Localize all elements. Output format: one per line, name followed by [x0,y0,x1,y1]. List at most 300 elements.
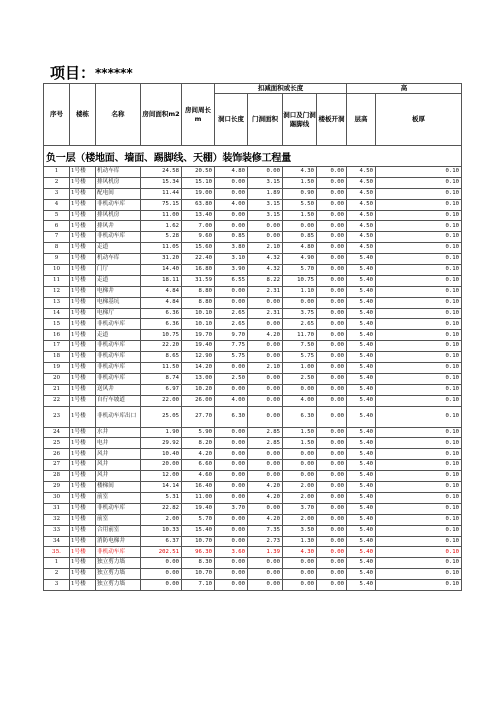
cell-seq: 30 [44,492,70,503]
cell-room-perimeter: 7.00 [182,221,215,232]
cell-floor-height: 5.40 [347,286,376,297]
cell-opening-door-skirting: 0.00 [283,384,317,395]
cell-slab-thickness: 0.10 [376,471,462,482]
cell-room-area: 1.62 [141,221,182,232]
cell-building: 1号楼 [70,363,96,374]
cell-door-area: 2.10 [248,363,283,374]
cell-building: 1号楼 [70,503,96,514]
cell-name: 楼梯间 [96,482,141,493]
cell-name: 非机动车库 [96,319,141,330]
cell-slab-thickness: 0.10 [376,177,462,188]
cell-seq: 20 [44,373,70,384]
cell-opening-length: 0.00 [215,177,248,188]
header-opening-door-skirting: 洞口及门洞踢脚线 [283,94,317,146]
cell-slab-thickness: 0.10 [376,449,462,460]
cell-door-area: 0.00 [248,373,283,384]
cell-opening-length: 0.00 [215,525,248,536]
cell-building: 1号楼 [70,460,96,471]
cell-opening-length: 6.55 [215,275,248,286]
cell-slab-thickness: 0.10 [376,232,462,243]
cell-opening-length: 2.65 [215,319,248,330]
cell-name: 走道 [96,330,141,341]
cell-building: 1号楼 [70,536,96,547]
cell-floor-height: 5.40 [347,319,376,330]
cell-name: 水井 [96,427,141,438]
cell-opening-door-skirting: 4.80 [283,243,317,254]
cell-seq: 6 [44,221,70,232]
cell-floor-height: 4.50 [347,221,376,232]
cell-name: 电梯井 [96,286,141,297]
cell-opening-door-skirting: 0.00 [283,221,317,232]
cell-slab-thickness: 0.10 [376,406,462,427]
section-title: 负一层（楼地面、墙面、踢脚线、天棚）装饰装修工程量 [44,146,462,167]
cell-building: 1号楼 [70,286,96,297]
table-row [44,558,462,569]
cell-door-area: 0.00 [248,341,283,352]
cell-floor-height: 5.40 [347,427,376,438]
cell-door-area: 1.89 [248,188,283,199]
cell-opening-length: 0.00 [215,558,248,569]
cell-floor-opening: 0.00 [317,341,347,352]
cell-floor-opening: 0.00 [317,286,347,297]
cell-floor-height: 5.40 [347,482,376,493]
cell-opening-length: 3.70 [215,503,248,514]
cell-door-area: 0.00 [248,221,283,232]
table-row [44,167,462,178]
cell-room-area: 0.00 [141,580,182,591]
cell-building: 1号楼 [70,265,96,276]
cell-floor-opening: 0.00 [317,580,347,591]
cell-seq: 2 [44,569,70,580]
cell-room-area: 15.34 [141,177,182,188]
cell-slab-thickness: 0.10 [376,363,462,374]
cell-room-area: 31.20 [141,254,182,265]
cell-opening-door-skirting: 2.50 [283,373,317,384]
cell-name: 非机动车库 [96,547,141,558]
cell-seq: 32 [44,514,70,525]
cell-floor-height: 5.40 [347,438,376,449]
cell-room-area: 10.33 [141,525,182,536]
header-group-deduct: 扣减面积或长度 [215,84,347,94]
cell-floor-opening: 0.00 [317,177,347,188]
cell-opening-length: 4.00 [215,199,248,210]
cell-slab-thickness: 0.10 [376,427,462,438]
cell-room-perimeter: 12.90 [182,352,215,363]
cell-name: 走道 [96,275,141,286]
cell-seq: 1 [44,167,70,178]
header-name: 名称 [96,84,141,146]
cell-floor-height: 5.40 [347,275,376,286]
table-row [44,330,462,341]
cell-door-area: 0.00 [248,569,283,580]
cell-room-area: 5.28 [141,232,182,243]
cell-slab-thickness: 0.10 [376,525,462,536]
cell-building: 1号楼 [70,308,96,319]
cell-floor-height: 5.40 [347,297,376,308]
cell-door-area: 0.00 [248,503,283,514]
header-door-area: 门洞面积 [248,94,283,146]
cell-name: 非机动车库 [96,199,141,210]
header-room-area: 房间面积m2 [141,84,182,146]
cell-name: 非机动车库 [96,341,141,352]
cell-name: 风井 [96,471,141,482]
cell-room-area: 11.50 [141,363,182,374]
cell-room-area: 2.00 [141,514,182,525]
cell-name: 前室 [96,492,141,503]
cell-floor-opening: 0.00 [317,471,347,482]
cell-slab-thickness: 0.10 [376,482,462,493]
cell-seq: 24 [44,427,70,438]
cell-opening-door-skirting: 4.00 [283,395,317,406]
cell-room-perimeter: 16.80 [182,265,215,276]
cell-floor-height: 5.40 [347,265,376,276]
cell-building: 1号楼 [70,275,96,286]
cell-opening-length: 0.85 [215,232,248,243]
cell-floor-opening: 0.00 [317,569,347,580]
cell-floor-opening: 0.00 [317,427,347,438]
cell-opening-door-skirting: 1.30 [283,536,317,547]
cell-room-area: 10.75 [141,330,182,341]
cell-building: 1号楼 [70,167,96,178]
cell-slab-thickness: 0.10 [376,254,462,265]
cell-floor-opening: 0.00 [317,319,347,330]
cell-floor-height: 5.40 [347,352,376,363]
table-row [44,177,462,188]
cell-opening-door-skirting: 0.00 [283,580,317,591]
table-row [44,297,462,308]
cell-opening-length: 0.00 [215,471,248,482]
cell-door-area: 7.35 [248,525,283,536]
cell-door-area: 3.15 [248,199,283,210]
table-row [44,427,462,438]
table-row [44,319,462,330]
cell-floor-height: 5.40 [347,547,376,558]
cell-name: 机动车库 [96,254,141,265]
cell-floor-height: 4.50 [347,188,376,199]
cell-seq: 28 [44,471,70,482]
cell-opening-door-skirting: 2.65 [283,319,317,330]
cell-room-perimeter: 10.70 [182,536,215,547]
cell-building: 1号楼 [70,330,96,341]
cell-opening-length: 0.00 [215,363,248,374]
table-row [44,395,462,406]
cell-seq: 2 [44,177,70,188]
cell-opening-door-skirting: 1.50 [283,438,317,449]
cell-building: 1号楼 [70,384,96,395]
cell-seq: 4 [44,199,70,210]
cell-seq: 34 [44,536,70,547]
cell-slab-thickness: 0.10 [376,569,462,580]
cell-seq: 8 [44,243,70,254]
cell-slab-thickness: 0.10 [376,547,462,558]
cell-opening-length: 0.00 [215,580,248,591]
cell-room-area: 11.05 [141,243,182,254]
cell-building: 1号楼 [70,558,96,569]
cell-seq: 15 [44,319,70,330]
cell-opening-length: 4.80 [215,167,248,178]
cell-opening-length: 0.00 [215,384,248,395]
cell-opening-door-skirting: 2.00 [283,514,317,525]
cell-opening-length: 4.00 [215,395,248,406]
cell-room-perimeter: 9.60 [182,232,215,243]
cell-room-area: 22.82 [141,503,182,514]
cell-slab-thickness: 0.10 [376,265,462,276]
cell-opening-door-skirting: 1.10 [283,286,317,297]
cell-seq: 12 [44,286,70,297]
cell-room-perimeter: 15.60 [182,243,215,254]
cell-room-perimeter: 20.50 [182,167,215,178]
cell-door-area: 3.15 [248,177,283,188]
cell-room-area: 5.31 [141,492,182,503]
cell-floor-height: 4.50 [347,210,376,221]
cell-room-area: 6.37 [141,536,182,547]
header-seq: 序号 [44,84,70,146]
cell-opening-door-skirting: 10.75 [283,275,317,286]
cell-door-area: 2.73 [248,536,283,547]
cell-room-area: 4.84 [141,286,182,297]
cell-slab-thickness: 0.10 [376,199,462,210]
cell-floor-height: 5.40 [347,580,376,591]
table-row [44,232,462,243]
cell-building: 1号楼 [70,449,96,460]
cell-floor-opening: 0.00 [317,525,347,536]
header-opening-length: 洞口长度 [215,94,248,146]
cell-floor-opening: 0.00 [317,232,347,243]
table-row [44,460,462,471]
cell-room-perimeter: 4.20 [182,449,215,460]
cell-floor-opening: 0.00 [317,243,347,254]
cell-door-area: 0.00 [248,297,283,308]
cell-slab-thickness: 0.10 [376,167,462,178]
cell-opening-door-skirting: 3.50 [283,525,317,536]
cell-slab-thickness: 0.10 [376,243,462,254]
cell-door-area: 2.10 [248,243,283,254]
header-slab-thickness: 板厚 [376,94,462,146]
cell-building: 1号楼 [70,199,96,210]
quantity-table [43,83,462,591]
cell-opening-length: 0.00 [215,492,248,503]
cell-name: 送风井 [96,384,141,395]
cell-floor-height: 5.40 [347,514,376,525]
cell-slab-thickness: 0.10 [376,514,462,525]
cell-floor-height: 5.40 [347,471,376,482]
cell-building: 1号楼 [70,471,96,482]
cell-room-area: 24.58 [141,167,182,178]
cell-room-perimeter: 26.00 [182,395,215,406]
cell-building: 1号楼 [70,188,96,199]
cell-opening-door-skirting: 0.85 [283,232,317,243]
cell-seq: 21 [44,384,70,395]
table-row [44,254,462,265]
cell-name: 非机动车库 [96,232,141,243]
cell-opening-length: 3.90 [215,265,248,276]
cell-slab-thickness: 0.10 [376,308,462,319]
cell-opening-length: 0.00 [215,449,248,460]
cell-opening-door-skirting: 0.00 [283,558,317,569]
cell-slab-thickness: 0.10 [376,492,462,503]
cell-room-area: 25.05 [141,406,182,427]
cell-room-perimeter: 14.20 [182,363,215,374]
cell-room-perimeter: 10.10 [182,308,215,319]
cell-opening-door-skirting: 5.70 [283,265,317,276]
cell-building: 1号楼 [70,514,96,525]
cell-room-area: 8.65 [141,352,182,363]
cell-floor-opening: 0.00 [317,265,347,276]
cell-opening-door-skirting: 5.75 [283,352,317,363]
cell-floor-height: 5.40 [347,558,376,569]
cell-floor-height: 5.40 [347,569,376,580]
cell-slab-thickness: 0.10 [376,536,462,547]
cell-floor-height: 5.40 [347,503,376,514]
cell-floor-opening: 0.00 [317,406,347,427]
cell-floor-opening: 0.00 [317,221,347,232]
cell-floor-height: 4.50 [347,167,376,178]
cell-room-perimeter: 13.40 [182,210,215,221]
cell-name: 独立剪力墙 [96,558,141,569]
cell-name: 非机动车库 [96,363,141,374]
cell-name: 走道 [96,243,141,254]
cell-door-area: 3.15 [248,210,283,221]
cell-opening-length: 0.00 [215,536,248,547]
cell-opening-length: 9.70 [215,330,248,341]
cell-opening-door-skirting: 2.00 [283,482,317,493]
cell-room-area: 12.00 [141,471,182,482]
cell-opening-door-skirting: 7.50 [283,341,317,352]
cell-room-area: 6.36 [141,308,182,319]
cell-building: 1号楼 [70,297,96,308]
table-row [44,514,462,525]
cell-room-perimeter: 11.00 [182,492,215,503]
header-building: 楼栋 [70,84,96,146]
cell-opening-length: 0.00 [215,286,248,297]
cell-room-area: 0.00 [141,558,182,569]
cell-seq: 9 [44,254,70,265]
cell-name: 独立剪力墙 [96,580,141,591]
cell-floor-height: 4.50 [347,243,376,254]
cell-seq: 16 [44,330,70,341]
cell-opening-length: 0.00 [215,427,248,438]
cell-floor-opening: 0.00 [317,449,347,460]
table-row [44,352,462,363]
cell-building: 1号楼 [70,373,96,384]
cell-room-perimeter: 27.70 [182,406,215,427]
cell-building: 1号楼 [70,525,96,536]
cell-floor-opening: 0.00 [317,330,347,341]
cell-opening-door-skirting: 0.00 [283,297,317,308]
cell-room-perimeter: 15.40 [182,525,215,536]
cell-name: 排风井 [96,221,141,232]
cell-door-area: 0.00 [248,580,283,591]
table-row [44,286,462,297]
cell-opening-length: 3.60 [215,547,248,558]
table-row [44,569,462,580]
cell-door-area: 4.20 [248,514,283,525]
table-row [44,243,462,254]
cell-door-area: 4.20 [248,482,283,493]
cell-opening-door-skirting: 5.50 [283,199,317,210]
cell-name: 风井 [96,449,141,460]
cell-building: 1号楼 [70,177,96,188]
cell-room-area: 202.51 [141,547,182,558]
cell-opening-length: 2.50 [215,373,248,384]
cell-room-area: 6.36 [141,319,182,330]
cell-name: 非机动车库出口 [96,406,141,427]
cell-door-area: 0.00 [248,352,283,363]
cell-floor-height: 5.40 [347,254,376,265]
table-row [44,536,462,547]
cell-building: 1号楼 [70,482,96,493]
cell-floor-opening: 0.00 [317,167,347,178]
cell-room-perimeter: 10.70 [182,569,215,580]
cell-door-area: 2.85 [248,438,283,449]
cell-opening-length: 0.00 [215,460,248,471]
table-body [44,167,462,591]
table-row [44,199,462,210]
table-row [44,221,462,232]
cell-door-area: 4.32 [248,265,283,276]
cell-floor-opening: 0.00 [317,384,347,395]
cell-seq: 29 [44,482,70,493]
cell-room-perimeter: 22.40 [182,254,215,265]
table-row [44,210,462,221]
cell-seq: 35. [44,547,70,558]
cell-seq: 22 [44,395,70,406]
cell-opening-door-skirting: 4.90 [283,254,317,265]
cell-seq: 5 [44,210,70,221]
cell-opening-door-skirting: 1.50 [283,177,317,188]
cell-name: 非机动车库 [96,503,141,514]
cell-door-area: 4.20 [248,492,283,503]
table-row [44,341,462,352]
cell-slab-thickness: 0.10 [376,297,462,308]
cell-opening-length: 5.75 [215,352,248,363]
cell-room-area: 8.74 [141,373,182,384]
cell-floor-opening: 0.00 [317,536,347,547]
cell-room-area: 14.14 [141,482,182,493]
cell-room-perimeter: 8.80 [182,297,215,308]
cell-slab-thickness: 0.10 [376,275,462,286]
cell-slab-thickness: 0.10 [376,384,462,395]
cell-opening-door-skirting: 3.75 [283,308,317,319]
cell-name: 电井 [96,438,141,449]
cell-floor-opening: 0.00 [317,514,347,525]
table-row [44,482,462,493]
cell-floor-opening: 0.00 [317,503,347,514]
cell-room-area: 4.84 [141,297,182,308]
cell-floor-height: 5.40 [347,384,376,395]
cell-name: 机动车库 [96,167,141,178]
table-row [44,438,462,449]
cell-room-area: 10.40 [141,449,182,460]
cell-slab-thickness: 0.10 [376,330,462,341]
cell-slab-thickness: 0.10 [376,210,462,221]
cell-slab-thickness: 0.10 [376,286,462,297]
cell-room-area: 6.97 [141,384,182,395]
cell-room-area: 29.92 [141,438,182,449]
cell-name: 排风机房 [96,177,141,188]
cell-name: 电梯厅 [96,308,141,319]
cell-slab-thickness: 0.10 [376,503,462,514]
cell-floor-opening: 0.00 [317,547,347,558]
cell-floor-opening: 0.00 [317,482,347,493]
cell-floor-opening: 0.00 [317,275,347,286]
cell-floor-opening: 0.00 [317,199,347,210]
cell-seq: 31 [44,503,70,514]
cell-opening-door-skirting: 0.00 [283,460,317,471]
cell-room-area: 18.11 [141,275,182,286]
header-group-height: 高 [347,84,462,94]
header-floor-height: 层高 [347,94,376,146]
